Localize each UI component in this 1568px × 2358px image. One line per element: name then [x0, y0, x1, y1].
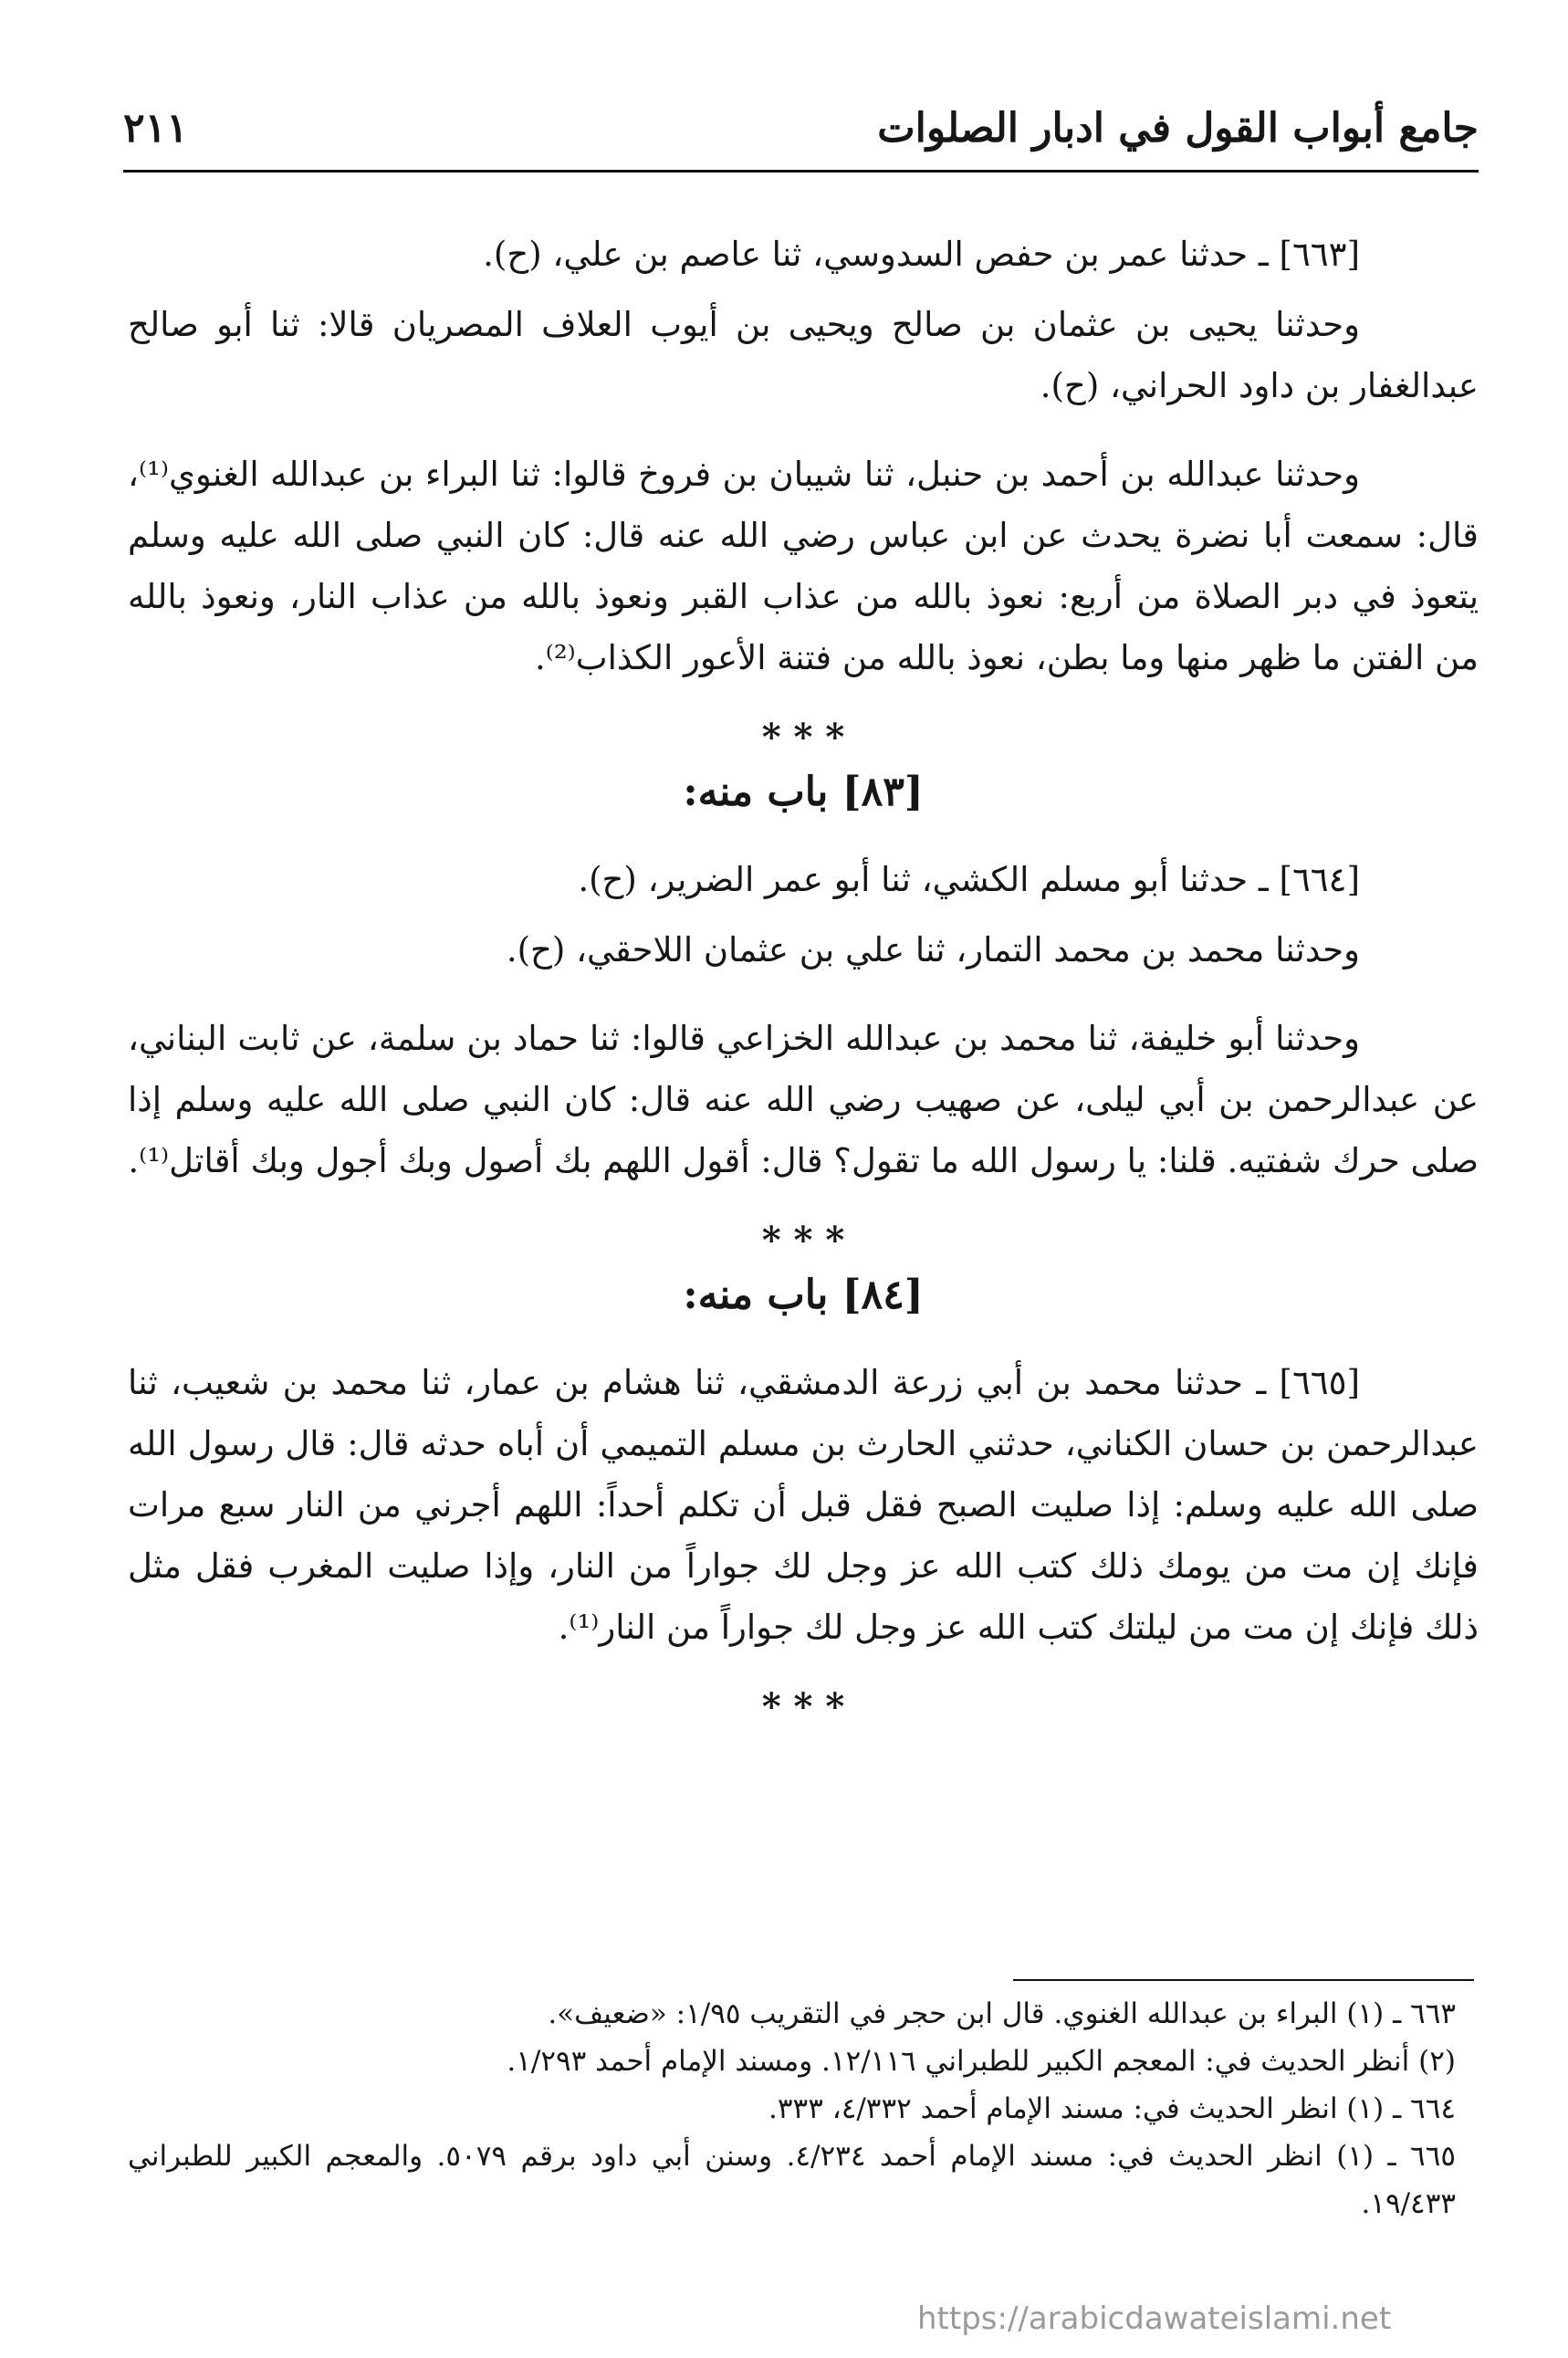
hadith-665-text: [٦٦٥] ـ حدثنا محمد بن أبي زرعة الدمشقي، ثنا هشام بن عمار، ثنا محمد بن شعيب، ثنا عبدالرحمن بن حسان الكناني، حدثني الحارث بن مسلم التميمي أن أباه حدثه قال: قال رسول الله صلى الله عليه وسلم: إذا صليت الصبح فقل قبل أن تكلم أحداً: اللهم أجرني من النار سبع مرات فإنك إن مت من يومك ذلك كتب الله عز وجل لك جواراً من النار، وإذا صليت المغرب فقل مثل ذلك فإنك إن مت من ليلتك كتب الله عز وجل لك جواراً من النار⁽¹⁾.	[128, 1363, 1479, 1647]
watermark: https://arabicdawateislami.net	[917, 2300, 1392, 2337]
header-divider	[123, 170, 1479, 173]
running-header	[123, 105, 1479, 169]
footnote: ٦٦٤ ـ (١) انظر الحديث في: مسند الإمام أحمد ٤/٣٣٢، ٣٣٣.	[768, 2092, 1456, 2125]
chapter-heading-84: [٨٤] باب منه:	[683, 1272, 924, 1318]
footnote: (٢) أنظر الحديث في: المعجم الكبير للطبراني ١٢/١١٦. ومسند الإمام أحمد ١/٢٩٣.	[507, 2045, 1456, 2078]
main-text	[128, 224, 1479, 1733]
hadith-663-chain-2: وحدثنا يحيى بن عثمان بن صالح ويحيى بن أيوب العلاف المصريان قالا: ثنا أبو صالح عبدالغفار بن داود الحراني، (ح).	[128, 305, 1479, 405]
hadith-664-text: وحدثنا أبو خليفة، ثنا محمد بن عبدالله الخزاعي قالوا: ثنا حماد بن سلمة، عن ثابت البناني، عن عبدالرحمن بن أبي ليلى، عن صهيب رضي الله عنه قال: كان النبي صلى الله عليه وسلم إذا صلى حرك شفتيه. قلنا: يا رسول الله ما تقول؟ قال: أقول اللهم بك أصول وبك أجول وبك أقاتل⁽¹⁾.	[128, 1019, 1479, 1180]
footnote-divider	[1013, 1979, 1474, 1981]
hadith-664-chain-2: وحدثنا محمد بن محمد التمار، ثنا علي بن عثمان اللاحقي، (ح).	[506, 930, 1360, 969]
footnotes	[128, 1990, 1479, 2227]
hadith-664-chain-1: [٦٦٤] ـ حدثنا أبو مسلم الكشي، ثنا أبو عمر الضرير، (ح).	[578, 860, 1360, 899]
footnote: ٦٦٣ ـ (١) البراء بن عبدالله الغنوي. قال ابن حجر في التقريب ١/٩٥: «ضعيف».	[548, 1997, 1456, 2030]
section-separator: * * *	[761, 1685, 845, 1728]
hadith-663-chain-1: [٦٦٣] ـ حدثنا عمر بن حفص السدوسي، ثنا عاصم بن علي، (ح).	[483, 235, 1360, 274]
section-separator: * * *	[761, 716, 845, 759]
header-title: جامع أبواب القول في ادبار الصلوات	[877, 105, 1479, 152]
chapter-heading-83: [٨٣] باب منه:	[683, 769, 924, 815]
page-number: ٢١١	[123, 105, 188, 152]
hadith-663-text: وحدثنا عبدالله بن أحمد بن حنبل، ثنا شيبان بن فروخ قالوا: ثنا البراء بن عبدالله الغنوي⁽¹⁾، قال: سمعت أبا نضرة يحدث عن ابن عباس رضي الله عنه قال: كان النبي صلى الله عليه وسلم يتعوذ في دبر الصلاة من أربع: نعوذ بالله من عذاب القبر ونعوذ بالله من عذاب النار، ونعوذ بالله من الفتن ما ظهر منها وما بطن، نعوذ بالله من فتنة الأعور الكذاب⁽²⁾.	[128, 455, 1479, 677]
footnote: ٦٦٥ ـ (١) انظر الحديث في: مسند الإمام أحمد ٤/٢٣٤. وسنن أبي داود برقم ٥٠٧٩. والمعجم الكبير للطبراني ١٩/٤٣٣.	[128, 2140, 1456, 2220]
section-separator: * * *	[761, 1219, 845, 1262]
